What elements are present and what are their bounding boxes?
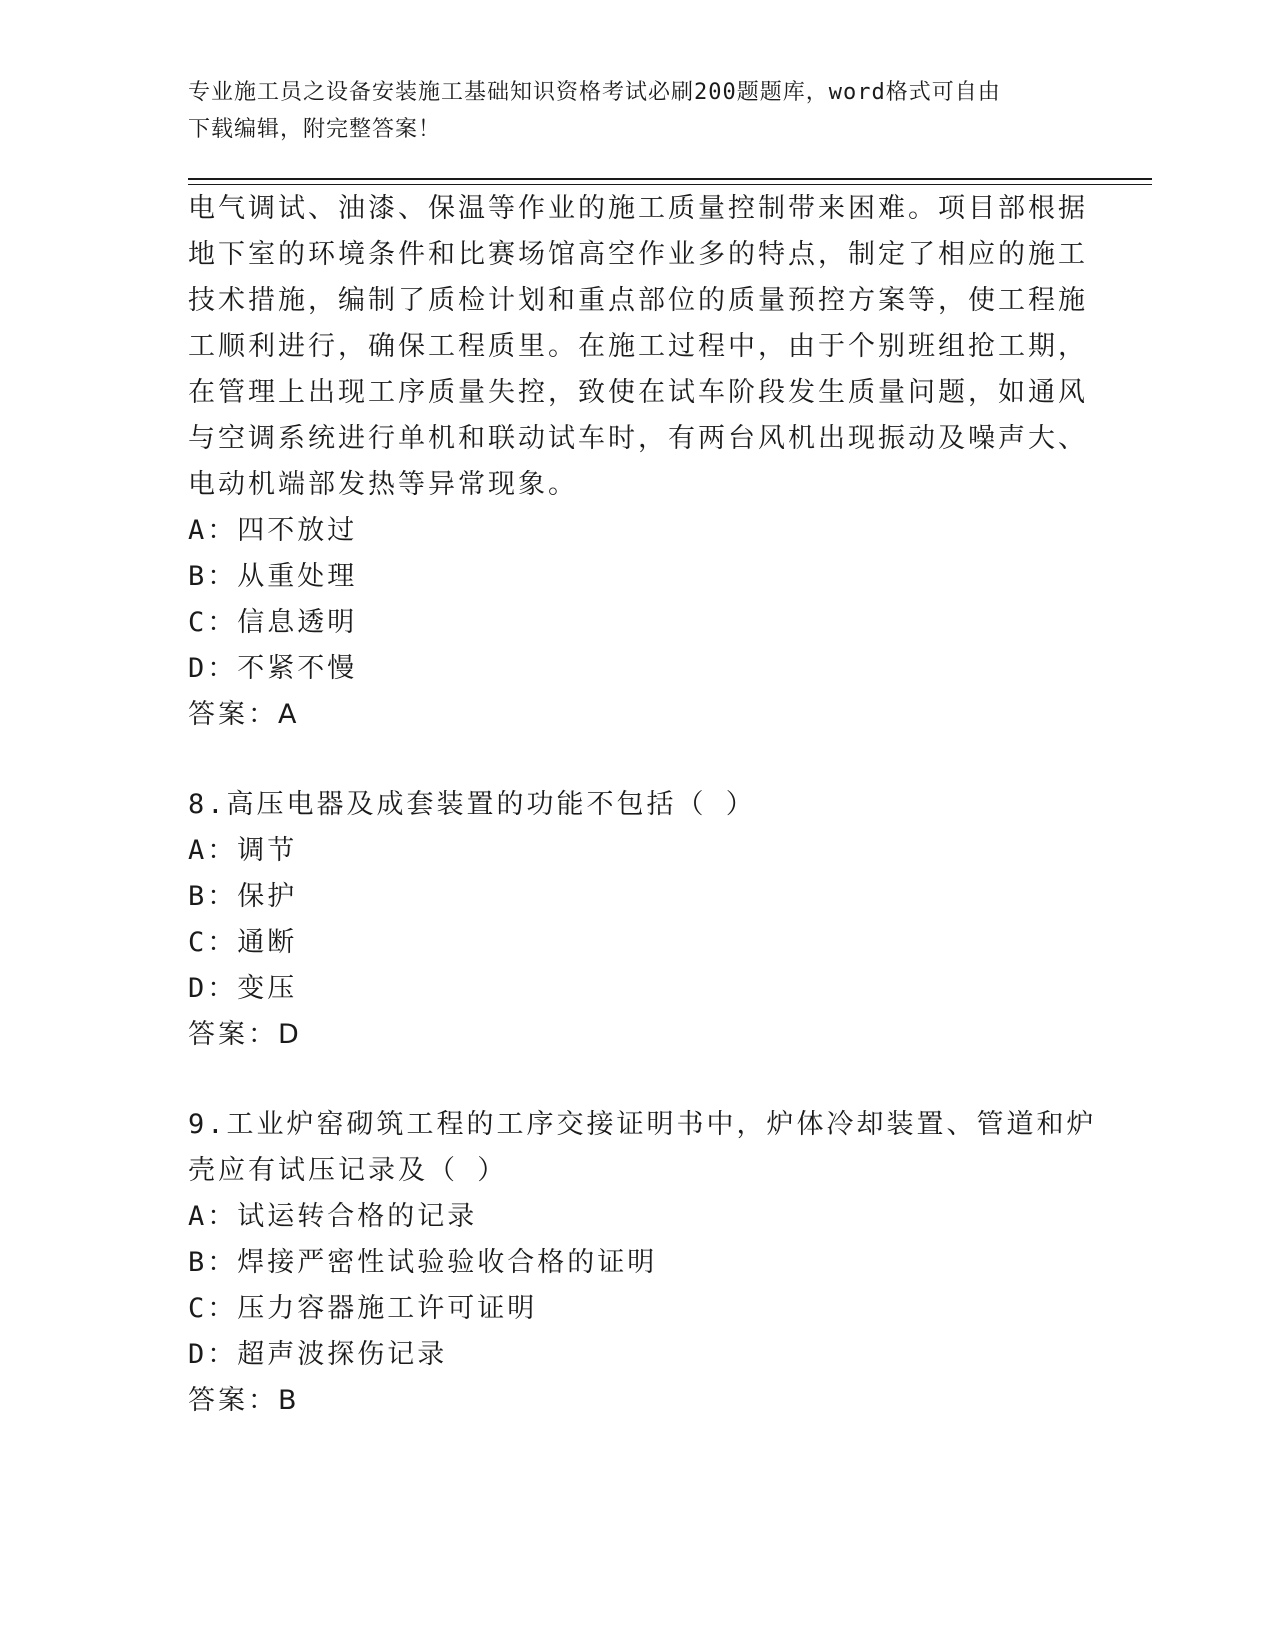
- option-c: C：压力容器施工许可证明: [188, 1293, 538, 1324]
- document-body: [188, 186, 1097, 1424]
- option-b: B：保护: [188, 881, 298, 912]
- header-divider-thin: [188, 184, 1152, 185]
- option-b: B：从重处理: [188, 561, 358, 592]
- passage-line: 与空调系统进行单机和联动试车时，有两台风机出现振动及噪声大、: [188, 423, 1088, 454]
- passage-line: 在管理上出现工序质量失控，致使在试车阶段发生质量问题，如通风: [188, 377, 1088, 408]
- option-d: D：超声波探伤记录: [188, 1339, 448, 1370]
- header-divider-thick: [188, 178, 1152, 180]
- option-b: B：焊接严密性试验验收合格的证明: [188, 1247, 658, 1278]
- passage-line: 技术措施，编制了质检计划和重点部位的质量预控方案等，使工程施: [188, 285, 1088, 316]
- question-9: [188, 1102, 1097, 1424]
- option-a: A：调节: [188, 835, 298, 866]
- option-c: C：通断: [188, 927, 298, 958]
- passage-line: 地下室的环境条件和比赛场馆高空作业多的特点，制定了相应的施工: [188, 239, 1088, 270]
- header-line-1: 专业施工员之设备安装施工基础知识资格考试必刷200题题库，word格式可自由: [188, 80, 1001, 105]
- option-a: A：试运转合格的记录: [188, 1201, 478, 1232]
- passage-line: 电动机端部发热等异常现象。: [188, 469, 578, 500]
- answer-line: 答案：B: [188, 1385, 300, 1416]
- question-spacer: [188, 1058, 1068, 1102]
- question-stem-continued: 壳应有试压记录及（ ）: [188, 1155, 508, 1186]
- question-stem: 9.工业炉窑砌筑工程的工序交接证明书中，炉体冷却装置、管道和炉: [188, 1109, 1097, 1140]
- option-a: A：四不放过: [188, 515, 358, 546]
- passage-block: [188, 186, 1088, 738]
- answer-line: 答案：A: [188, 699, 300, 730]
- option-d: D：变压: [188, 973, 298, 1004]
- option-c: C：信息透明: [188, 607, 358, 638]
- question-8: [188, 782, 1068, 1058]
- answer-line: 答案：D: [188, 1019, 302, 1050]
- question-spacer: [188, 738, 1068, 782]
- passage-line: 工顺利进行，确保工程质里。在施工过程中，由于个别班组抢工期，: [188, 331, 1088, 362]
- option-d: D：不紧不慢: [188, 653, 358, 684]
- passage-line: 电气调试、油漆、保温等作业的施工质量控制带来困难。项目部根据: [188, 193, 1088, 224]
- document-header: [188, 74, 1068, 148]
- question-stem: 8.高压电器及成套装置的功能不包括（ ）: [188, 789, 756, 820]
- header-line-2: 下载编辑，附完整答案！: [188, 117, 442, 142]
